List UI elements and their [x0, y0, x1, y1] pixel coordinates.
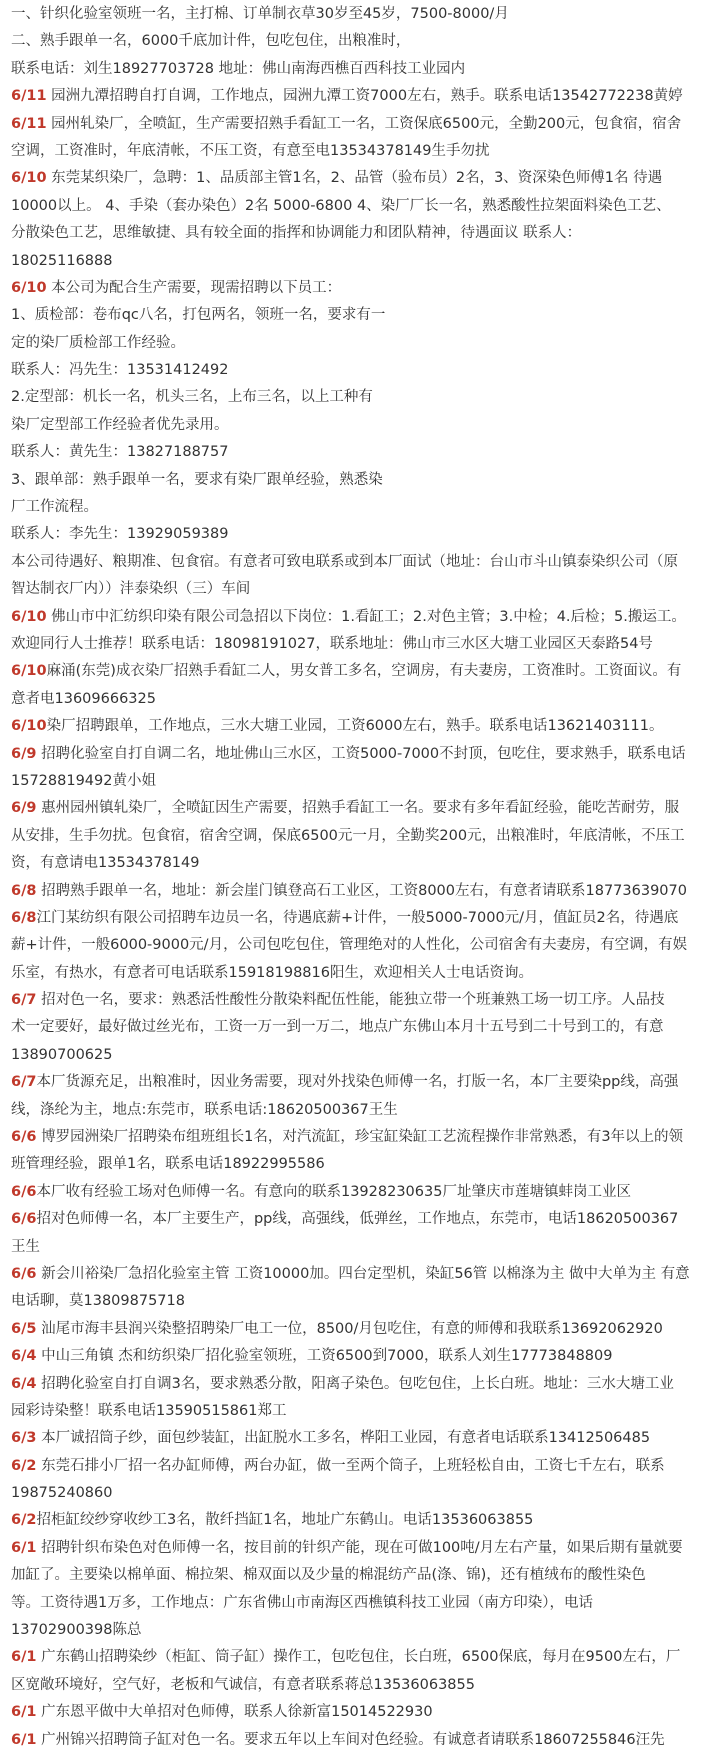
- listing-text: 18025116888: [11, 252, 113, 269]
- listing-text: 电话聊，莫13809875718: [11, 1293, 185, 1310]
- listing-text: 招聘针织布染色对色师傅一名，按目前的针织产能，现在可做100吨/月左右产量，如果后期有量就要: [36, 1539, 683, 1556]
- listing-text: 分散染色工艺，思维敏捷、具有较全面的指挥和协调能力和团队精神，待遇面议 联系人：: [11, 225, 582, 242]
- listing-line: [11, 1425, 698, 1452]
- listing-line: [11, 878, 698, 905]
- listing-line: [11, 823, 698, 850]
- listing-text: 13890700625: [11, 1046, 113, 1063]
- listing-text: 招对色师傅一名，本厂主要生产，pp线，高强线，低弹丝，工作地点，东莞市，电话18620500367: [36, 1211, 679, 1228]
- listing-line: [11, 412, 698, 439]
- listing-text: 麻涌(东莞)成衣染厂招熟手看缸二人，男女普工多名，空调房，有夫妻房，工资准时。工资面议。有: [46, 663, 682, 680]
- listing-line: [11, 56, 698, 83]
- listing-text: 10000以上。 4、手染（套办染色）2名 5000-6800 4、染厂厂长一名，熟悉酸性拉架面料染色工艺、: [11, 197, 671, 214]
- listing-line: [11, 1151, 698, 1178]
- listing-date: 6/1: [11, 1731, 37, 1748]
- listing-line: [11, 330, 698, 357]
- listing-date: 6/8: [11, 909, 37, 926]
- listing-text: 汕尾市海丰县润兴染整招聘染厂电工一位，8500/月包吃住，有意的师傅和我联系13692062920: [36, 1320, 663, 1337]
- listing-line: [11, 494, 698, 521]
- listing-line: [11, 28, 698, 55]
- listing-date: 6/9: [11, 745, 37, 762]
- listing-line: [11, 1398, 698, 1425]
- listing-line: [11, 987, 698, 1014]
- listing-text: 联系人：李先生：13929059389: [11, 526, 229, 543]
- listing-line: [11, 1206, 698, 1233]
- listing-line: [11, 1288, 698, 1315]
- listing-text: 欢迎同行人士推荐！联系电话：18098191027，联系地址：佛山市三水区大塘工业园区天泰路54号: [11, 635, 653, 652]
- listing-line: [11, 1179, 698, 1206]
- listing-line: [11, 193, 698, 220]
- listing-text: 加缸了。主要染以棉单面、棉拉架、棉双面以及少量的棉混纺产品(涤、锦)，还有植绒布的酸性染色: [11, 1567, 646, 1584]
- listing-text: 招对色一名，要求：熟悉活性酸性分散染料配伍性能，能独立带一个班兼熟工场一切工序。人品技: [36, 992, 665, 1009]
- listing-text: 3、跟单部：熟手跟单一名，要求有染厂跟单经验，熟悉染: [11, 471, 383, 488]
- listing-line: [11, 302, 698, 329]
- listing-text: 博罗园洲染厂招聘染布组班组长1名，对汽流缸，珍宝缸染缸工艺流程操作非常熟悉，有3年以上的领: [36, 1129, 684, 1146]
- listing-text: 招聘熟手跟单一名，地址：新会崖门镇登高石工业区，工资8000左右，有意者请联系18773639070: [36, 882, 687, 899]
- listing-line: [11, 1, 698, 28]
- listing-text: 区宽敞环境好，空气好，老板和气诚信，有意者联系蒋总13536063855: [11, 1676, 475, 1693]
- listing-text: 园洲九潭招聘自打自调，工作地点，园洲九潭工资7000左右，熟手。联系电话13542772238黄婷: [46, 88, 683, 105]
- listing-line: [11, 1261, 698, 1288]
- listing-line: [11, 1343, 698, 1370]
- listing-text: 乐室，有热水，有意者可电话联系15918198816阳生，欢迎相关人士电话资询。: [11, 964, 533, 981]
- listing-date: 6/11: [11, 115, 47, 132]
- listing-line: [11, 1234, 698, 1261]
- listing-line: [11, 1644, 698, 1671]
- listing-date: 6/10: [11, 608, 47, 625]
- listing-text: 空调，工资准时，年底清帐，不压工资，有意至电13534378149生手勿扰: [11, 142, 490, 159]
- listing-date: 6/6: [11, 1265, 37, 1282]
- listing-text: 广州锦兴招聘筒子缸对色一名。要求五年以上车间对色经验。有诚意者请联系18607255846汪先: [36, 1731, 665, 1748]
- listing-date: 6/7: [11, 992, 37, 1009]
- listing-text: 线，涤纶为主，地点:东莞市，联系电话:18620500367王生: [11, 1101, 398, 1118]
- listing-text: 联系人：冯先生：13531412492: [11, 362, 229, 379]
- listing-text: 薪+计件，一般6000-9000元/月，公司包吃包住，管理绝对的人性化，公司宿舍有夫妻房，有空调，有娱: [11, 937, 688, 954]
- listing-text: 招聘化验室自打自调3名，要求熟悉分散，阳离子染色。包吃包住，上长白班。地址：三水大塘工业: [36, 1375, 674, 1392]
- listing-line: [11, 686, 698, 713]
- listing-date: 6/3: [11, 1430, 37, 1447]
- listing-line: [11, 604, 698, 631]
- listing-text: 班管理经验，跟单1名，联系电话18922995586: [11, 1156, 325, 1173]
- listing-line: [11, 850, 698, 877]
- listing-text: 园彩诗染整！联系电话13590515861郑工: [11, 1402, 287, 1419]
- listing-date: 6/6: [11, 1129, 37, 1146]
- listing-line: [11, 1371, 698, 1398]
- listing-text: 术一定要好，最好做过丝光布，工资一万一到一万二，地点广东佛山本月十五号到二十号到工的，有意: [11, 1019, 664, 1036]
- listing-text: 本厂货源充足，出粮准时，因业务需要，现对外找染色师傅一名，打版一名，本厂主要染pp线，高强: [36, 1074, 679, 1091]
- listing-text: 染厂定型部工作经验者优先录用。: [11, 416, 229, 433]
- listing-line: [11, 1590, 698, 1617]
- listing-text: 新会川裕染厂急招化验室主管 工资10000加。四台定型机，染缸56管 以棉涤为主 做中大单为主 有意: [36, 1265, 690, 1282]
- listing-line: [11, 932, 698, 959]
- listing-text: 惠州园州镇轧染厂，全喷缸因生产需要，招熟手看缸工一名。要求有多年看缸经验，能吃苦耐劳，服: [36, 800, 680, 817]
- listing-date: 6/10: [11, 170, 47, 187]
- listing-text: 广东恩平做中大单招对色师傅，联系人徐新富15014522930: [36, 1704, 433, 1721]
- listing-text: 等。工资待遇1万多，工作地点：广东省佛山市南海区西樵镇科技工业园（南方印染），电话: [11, 1594, 593, 1611]
- listing-line: [11, 1480, 698, 1507]
- listing-text: 东莞某织染厂，急聘：1、品质部主管1名，2、品管（验布员）2名，3、资深染色师傅1名 待遇: [46, 170, 663, 187]
- listing-date: 6/10: [11, 663, 47, 680]
- listing-text: 定的染厂质检部工作经验。: [11, 334, 185, 351]
- listing-text: 招柜缸绞纱穿收纱工3名，散纤挡缸1名，地址广东鹤山。电话13536063855: [36, 1512, 534, 1529]
- listing-text: 15728819492黄小姐: [11, 772, 156, 789]
- listing-line: [11, 1316, 698, 1343]
- listing-date: 6/6: [11, 1183, 37, 1200]
- listing-text: 智达制衣厂内））沣泰染织（三）车间: [11, 581, 251, 598]
- listing-text: 王生: [11, 1238, 40, 1255]
- listing-date: 6/11: [11, 88, 47, 105]
- listing-date: 6/4: [11, 1348, 37, 1365]
- listing-date: 6/10: [11, 718, 47, 735]
- listing-line: [11, 549, 698, 576]
- listing-line: [11, 1042, 698, 1069]
- listing-text: 广东鹤山招聘染纱（柜缸、筒子缸）操作工，包吃包住，长白班，6500保底，每月在9500左右，厂: [36, 1649, 681, 1666]
- listing-line: [11, 521, 698, 548]
- listing-line: [11, 905, 698, 932]
- listing-date: 6/7: [11, 1074, 37, 1091]
- listing-line: [11, 384, 698, 411]
- listing-text: 本厂诚招筒子纱，面包纱装缸，出缸脱水工多名，桦阳工业园，有意者电话联系13412506485: [36, 1430, 651, 1447]
- listing-text: 意者电13609666325: [11, 690, 156, 707]
- listing-line: [11, 1014, 698, 1041]
- listing-date: 6/5: [11, 1320, 37, 1337]
- listing-text: 佛山市中汇纺织印染有限公司急招以下岗位：1.看缸工；2.对色主管；3.中检；4.后检；5.搬运工。: [46, 608, 686, 625]
- listing-line: [11, 357, 698, 384]
- listing-line: [11, 960, 698, 987]
- listing-text: 2.定型部：机长一名，机头三名，上布三名，以上工种有: [11, 389, 373, 406]
- listing-text: 19875240860: [11, 1485, 113, 1502]
- listing-line: [11, 631, 698, 658]
- listing-text: 本公司为配合生产需要，现需招聘以下员工：: [46, 279, 342, 296]
- listing-text: 联系人：黄先生：13827188757: [11, 444, 229, 461]
- listing-line: [11, 467, 698, 494]
- listing-line: [11, 138, 698, 165]
- listing-text: 本厂收有经验工场对色师傅一名。有意向的联系13928230635厂址肇庆市莲塘镇蚌岗工业区: [36, 1183, 631, 1200]
- listing-date: 6/9: [11, 800, 37, 817]
- listing-line: [11, 795, 698, 822]
- listing-text: 本公司待遇好、粮期准、包食宿。有意者可致电联系或到本厂面试（地址：台山市斗山镇泰染织公司（原: [11, 553, 678, 570]
- listing-line: [11, 248, 698, 275]
- listing-line: [11, 576, 698, 603]
- listing-text: 染厂招聘跟单，工作地点，三水大塘工业园，工资6000左右，熟手。联系电话13621403111。: [46, 718, 664, 735]
- listing-line: [11, 1507, 698, 1534]
- listing-line: [11, 165, 698, 192]
- listing-line: [11, 83, 698, 110]
- listing-text: 中山三角镇 杰和纺织染厂招化验室领班，工资6500到7000，联系人刘生17773848809: [36, 1348, 613, 1365]
- listing-line: [11, 713, 698, 740]
- listing-date: 6/1: [11, 1539, 37, 1556]
- listing-line: [11, 220, 698, 247]
- listing-text: 资，有意请电13534378149: [11, 855, 200, 872]
- listing-text: 东莞石排小厂招一名办缸师傅，两台办缸，做一至两个筒子，上班轻松自由，工资七千左右，联系: [36, 1457, 665, 1474]
- listing-date: 6/1: [11, 1704, 37, 1721]
- listing-date: 6/2: [11, 1512, 37, 1529]
- listing-date: 6/2: [11, 1457, 37, 1474]
- listing-text: 1、质检部：卷布qc八名，打包两名，领班一名，要求有一: [11, 307, 386, 324]
- listing-date: 6/6: [11, 1211, 37, 1228]
- listing-line: [11, 1727, 698, 1754]
- listing-date: 6/10: [11, 279, 47, 296]
- listing-date: 6/1: [11, 1649, 37, 1666]
- listing-text: 13702900398陈总: [11, 1622, 142, 1639]
- listing-text: 园州轧染厂，全喷缸，生产需要招熟手看缸工一名，工资保底6500元，全勤200元，包食宿，宿舍: [46, 115, 682, 132]
- listing-line: [11, 1617, 698, 1644]
- listing-line: [11, 768, 698, 795]
- listing-line: [11, 1672, 698, 1699]
- listing-text: 江门某纺织有限公司招聘车边员一名，待遇底薪+计件，一般5000-7000元/月，值缸员2名，待遇底: [36, 909, 679, 926]
- listing-line: [11, 439, 698, 466]
- listing-line: [11, 658, 698, 685]
- listing-line: [11, 1699, 698, 1726]
- listing-line: [11, 1535, 698, 1562]
- listing-line: [11, 1097, 698, 1124]
- listing-line: [11, 275, 698, 302]
- listing-line: [11, 111, 698, 138]
- listing-text: 二、熟手跟单一名，6000千底加计件，包吃包住，出粮准时，: [11, 33, 411, 50]
- listing-line: [11, 1562, 698, 1589]
- listing-text: 从安排，生手勿扰。包食宿，宿舍空调，保底6500元一月，全勤奖200元，出粮准时，年底清帐，不压工: [11, 827, 685, 844]
- listing-date: 6/4: [11, 1375, 37, 1392]
- listing-text: 联系电话：刘生18927703728 地址：佛山南海西樵百西科技工业园内: [11, 60, 466, 77]
- listing-text: 厂工作流程。: [11, 499, 98, 516]
- listing-text: 一、针织化验室领班一名，主打棉、订单制衣草30岁至45岁，7500-8000/月: [11, 6, 509, 22]
- listing-line: [11, 741, 698, 768]
- listing-line: [11, 1069, 698, 1096]
- listing-line: [11, 1453, 698, 1480]
- listing-date: 6/8: [11, 882, 37, 899]
- listing-text: 招聘化验室自打自调二名，地址佛山三水区，工资5000-7000不封顶，包吃住，要求熟手，联系电话: [36, 745, 686, 762]
- listing-line: [11, 1124, 698, 1151]
